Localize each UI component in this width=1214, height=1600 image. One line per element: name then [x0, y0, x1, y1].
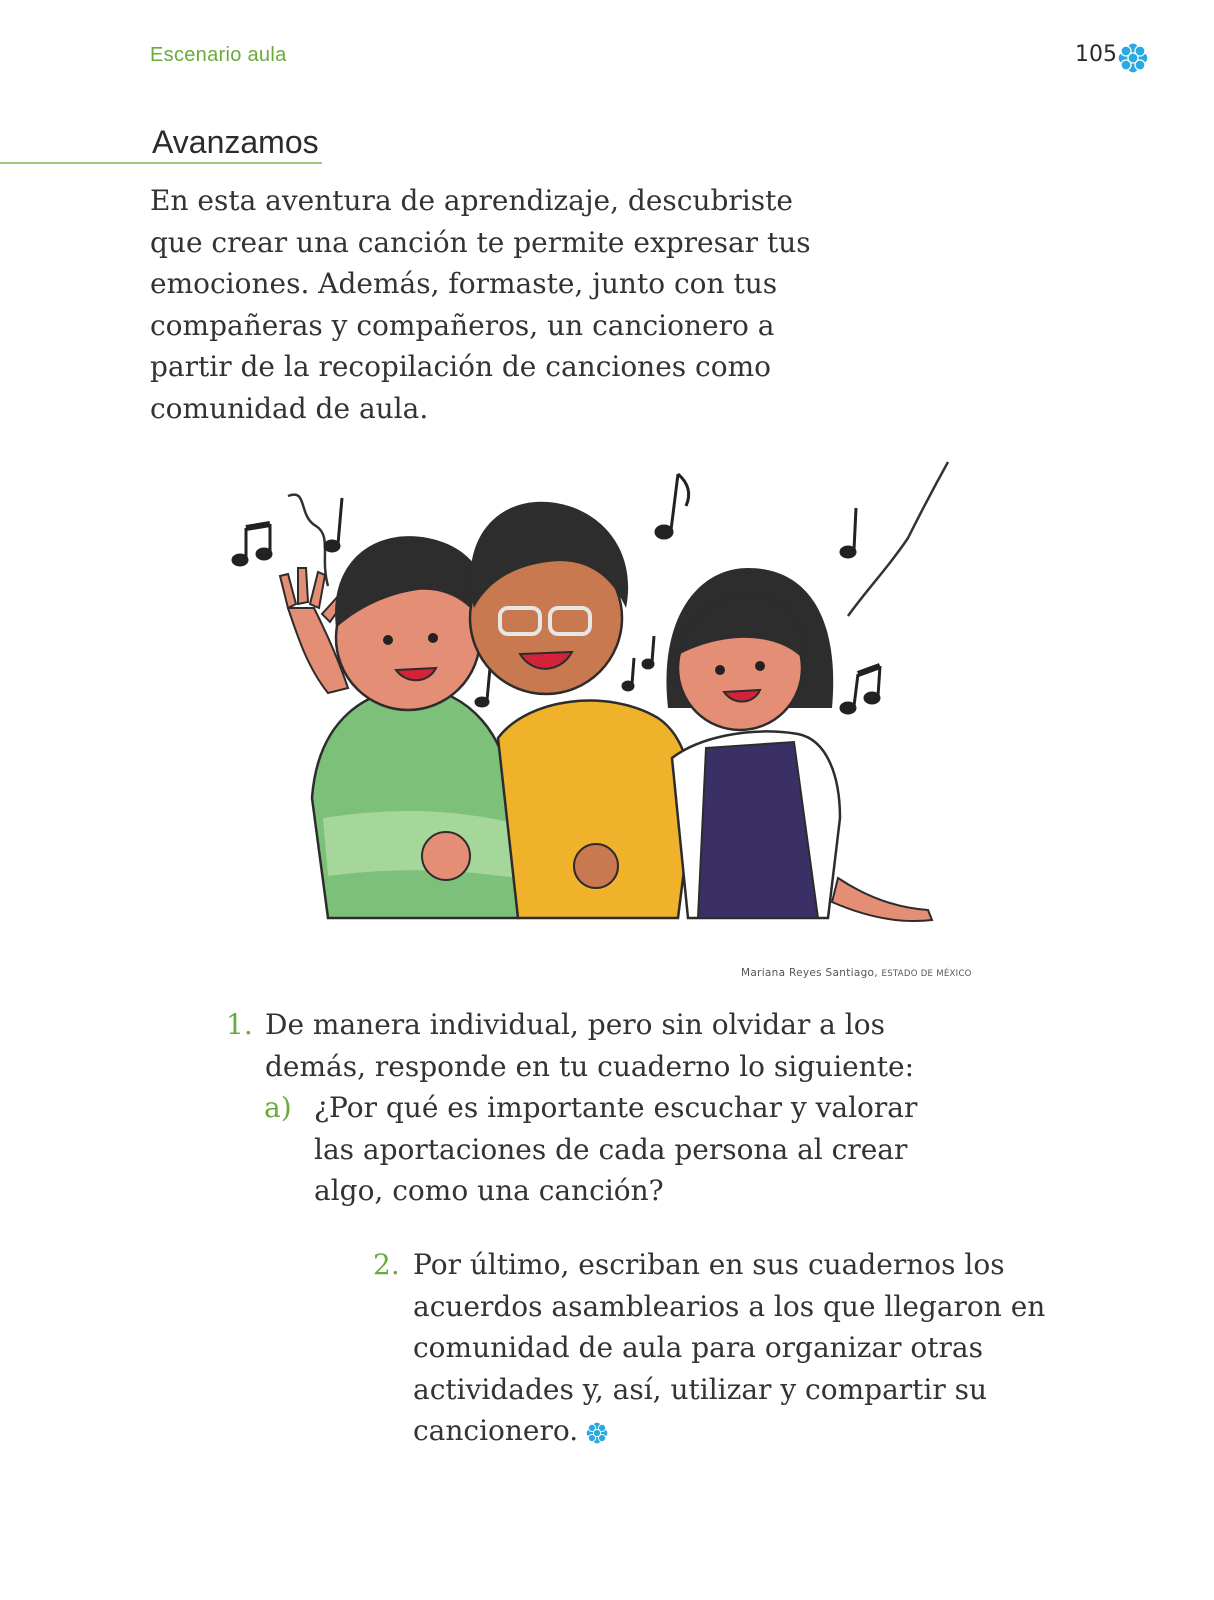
page-number: 105 — [1075, 42, 1117, 67]
title-underline — [0, 162, 322, 164]
children-singing-illustration — [228, 458, 958, 948]
activity-1-number: 1. — [226, 1008, 253, 1041]
activity-2-number: 2. — [373, 1248, 400, 1281]
activity-1a-text: ¿Por qué es importante escuchar y valorar las aportaciones de cada persona al crear algo, como una canción? — [314, 1091, 918, 1207]
intro-paragraph: En esta aventura de aprendizaje, descubriste que crear una canción te permite expresar tus emociones. Además, formaste, junto con tus compañeras y compañeros, un cancionero a partir de la recopilación de canciones como comunidad de aula. — [150, 184, 811, 425]
flower-ornament-icon — [1115, 40, 1151, 76]
running-head: Escenario aula — [150, 44, 287, 66]
credit-state: ESTADO DE MÉXICO — [881, 969, 972, 979]
credit-author: Mariana Reyes Santiago, — [741, 967, 878, 979]
activity-2-text — [413, 1244, 1053, 1452]
section-title: Avanzamos — [152, 124, 319, 160]
activity-2-body: Por último, escriban en sus cuadernos los acuerdos asamblearios a los que llegaron en comunidad de aula para organizar otras actividades y, así, utilizar y compartir su cancionero. — [413, 1248, 1046, 1447]
activity-1a-letter: a) — [264, 1091, 292, 1124]
flower-ornament-icon — [584, 1420, 610, 1446]
activity-1-text: De manera individual, pero sin olvidar a los demás, responde en tu cuaderno lo siguiente: — [265, 1008, 915, 1083]
illustration-credit — [741, 967, 972, 979]
